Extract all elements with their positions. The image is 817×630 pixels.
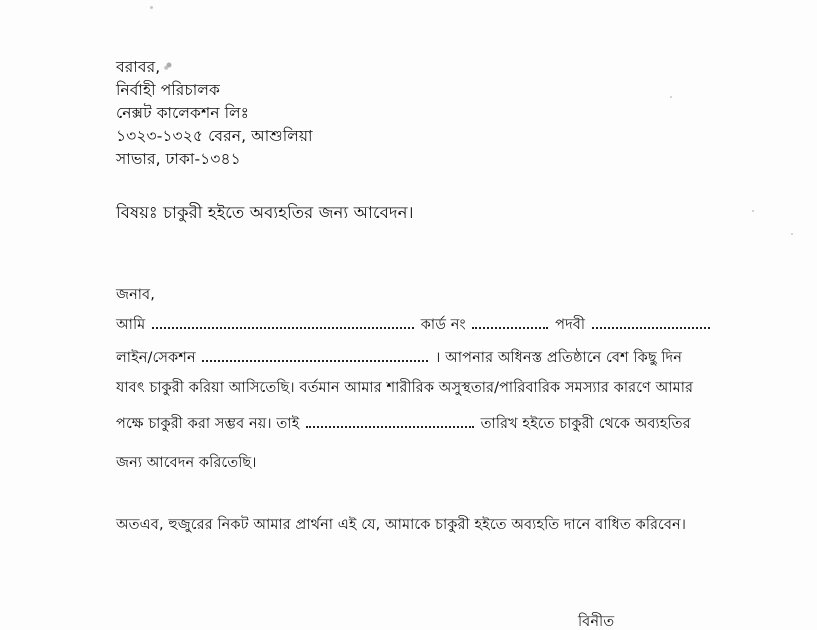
request-paragraph: অতএব, হুজুরের নিকট আমার প্রার্থনা এই যে, আমাকে চাকুরী হইতে অব্যহতি দানে বাধিত করিবেন। — [116, 517, 687, 533]
line4-end: তারিখ হইতে চাকুরী থেকে অব্যহতির — [480, 416, 691, 432]
card-number-field[interactable] — [472, 313, 548, 329]
form-line-5: জন্য আবেদন করিতেছি। — [116, 455, 257, 471]
name-prefix: আমি — [116, 317, 146, 333]
ink-smudge — [162, 58, 176, 72]
address-to: বরাবর, — [116, 58, 161, 76]
scan-speck — [791, 233, 793, 235]
address-designation: নির্বাহী পরিচালক — [116, 81, 220, 99]
address-city: সাভার, ঢাকা-১৩৪১ — [116, 150, 241, 168]
subject-line: বিষয়ঃ চাকুরী হইতে অব্যহতির জন্য আবেদন। — [116, 203, 414, 222]
form-line-3: যাবৎ চাকুরী করিয়া আসিতেছি। বর্তমান আমার শারীরিক অসুস্থতার/পারিবারিক সমস্যার কারণে আমার — [116, 380, 694, 396]
card-label: কার্ড নং — [420, 317, 466, 333]
line-section-field[interactable] — [202, 346, 428, 362]
address-company: নেক্সট কালেকশন লিঃ — [116, 104, 249, 122]
name-field[interactable] — [152, 313, 414, 329]
address-street: ১৩২৩-১৩২৫ বেরন, আশুলিয়া — [116, 127, 313, 145]
line-section-label: লাইন/সেকশন — [116, 350, 196, 366]
date-field[interactable] — [306, 412, 474, 428]
closing: বিনীত — [578, 614, 615, 630]
scan-speck — [670, 96, 672, 98]
line4-start: পক্ষে চাকুরী করা সম্ভব নয়। তাই — [116, 416, 300, 432]
salutation: জনাব, — [116, 287, 155, 303]
form-line-2 — [116, 346, 682, 368]
scan-speck — [150, 6, 153, 9]
line2-text: । আপনার অধিনস্ত প্রতিষ্ঠানে বেশ কিছু দিন — [435, 350, 683, 366]
form-line-4 — [116, 412, 691, 434]
post-field[interactable] — [592, 313, 710, 329]
scan-speck — [752, 210, 754, 212]
post-label: পদবী — [555, 317, 586, 333]
form-line-1 — [116, 313, 712, 335]
